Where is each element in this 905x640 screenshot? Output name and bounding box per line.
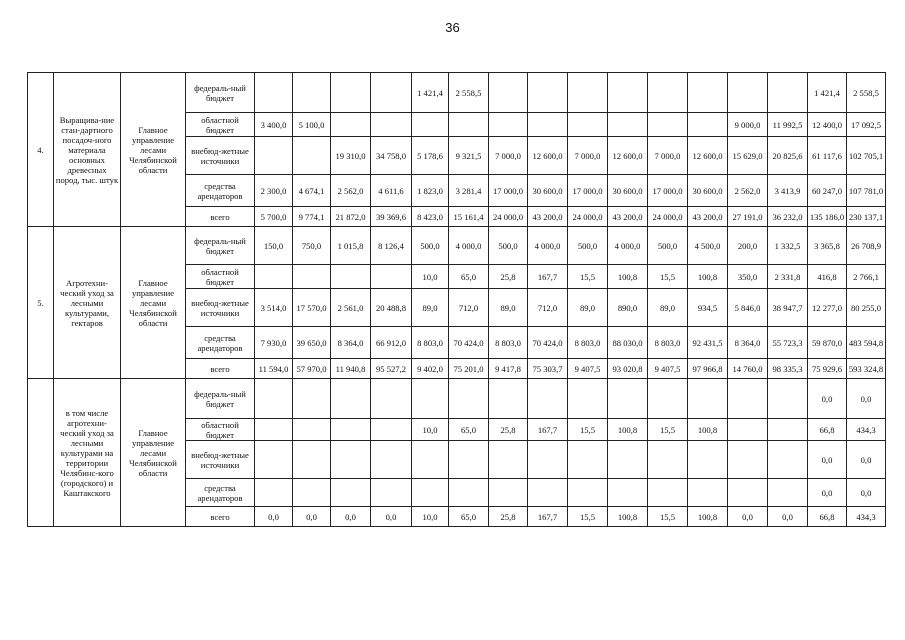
funding-source: областной бюджет <box>186 419 255 441</box>
value-cell: 0,0 <box>847 441 886 479</box>
value-cell: 10,0 <box>412 507 449 527</box>
value-cell: 102 705,1 <box>847 137 886 175</box>
table-body <box>28 73 886 527</box>
value-cell: 9 402,0 <box>412 359 449 379</box>
value-cell: 0,0 <box>255 507 293 527</box>
value-cell <box>768 379 808 419</box>
value-cell <box>331 73 371 113</box>
value-cell: 43 200,0 <box>528 207 568 227</box>
value-cell: 3 400,0 <box>255 113 293 137</box>
funding-source: федераль-ный бюджет <box>186 379 255 419</box>
value-cell <box>728 73 768 113</box>
activity-name: Выращива-ние стан-дартного посадоч-ного материала основных древесных пород, тыс. штук <box>54 73 121 227</box>
value-cell <box>648 379 688 419</box>
value-cell: 17 092,5 <box>847 113 886 137</box>
value-cell <box>568 441 608 479</box>
value-cell: 21 872,0 <box>331 207 371 227</box>
value-cell: 15,5 <box>648 507 688 527</box>
value-cell: 66,8 <box>808 507 847 527</box>
value-cell: 24 000,0 <box>568 207 608 227</box>
value-cell: 66,8 <box>808 419 847 441</box>
value-cell: 36 232,0 <box>768 207 808 227</box>
row-number <box>28 379 54 527</box>
value-cell: 15,5 <box>648 419 688 441</box>
value-cell: 0,0 <box>371 507 412 527</box>
value-cell: 500,0 <box>648 227 688 265</box>
page-number: 36 <box>445 20 460 35</box>
value-cell: 60 247,0 <box>808 175 847 207</box>
value-cell <box>371 73 412 113</box>
value-cell <box>528 379 568 419</box>
value-cell <box>489 73 528 113</box>
value-cell <box>768 479 808 507</box>
value-cell <box>371 379 412 419</box>
value-cell: 100,8 <box>688 507 728 527</box>
value-cell: 75 303,7 <box>528 359 568 379</box>
value-cell: 12 600,0 <box>688 137 728 175</box>
funding-source: областной бюджет <box>186 113 255 137</box>
value-cell: 0,0 <box>293 507 331 527</box>
value-cell: 934,5 <box>688 289 728 327</box>
value-cell: 8 803,0 <box>489 327 528 359</box>
value-cell: 1 421,4 <box>808 73 847 113</box>
value-cell <box>768 73 808 113</box>
value-cell: 0,0 <box>331 507 371 527</box>
value-cell <box>331 441 371 479</box>
row-number: 5. <box>28 227 54 379</box>
value-cell <box>568 113 608 137</box>
value-cell: 1 421,4 <box>412 73 449 113</box>
value-cell: 1 823,0 <box>412 175 449 207</box>
value-cell <box>331 419 371 441</box>
value-cell <box>293 73 331 113</box>
value-cell: 19 310,0 <box>331 137 371 175</box>
value-cell: 65,0 <box>449 507 489 527</box>
funding-source: внебюд-жетные источники <box>186 289 255 327</box>
value-cell: 15,5 <box>648 265 688 289</box>
value-cell: 8 126,4 <box>371 227 412 265</box>
value-cell: 2 766,1 <box>847 265 886 289</box>
value-cell: 107 781,0 <box>847 175 886 207</box>
value-cell: 2 562,0 <box>728 175 768 207</box>
value-cell: 150,0 <box>255 227 293 265</box>
value-cell: 3 365,8 <box>808 227 847 265</box>
funding-source: внебюд-жетные источники <box>186 137 255 175</box>
responsible-organization: Главное управление лесами Челябинской области <box>121 227 186 379</box>
value-cell: 30 600,0 <box>688 175 728 207</box>
value-cell: 93 020,8 <box>608 359 648 379</box>
value-cell: 200,0 <box>728 227 768 265</box>
value-cell: 4 000,0 <box>449 227 489 265</box>
value-cell: 3 281,4 <box>449 175 489 207</box>
value-cell: 593 324,8 <box>847 359 886 379</box>
value-cell <box>449 113 489 137</box>
value-cell: 59 870,0 <box>808 327 847 359</box>
value-cell <box>255 137 293 175</box>
value-cell: 12 600,0 <box>608 137 648 175</box>
value-cell: 17 000,0 <box>489 175 528 207</box>
value-cell: 65,0 <box>449 419 489 441</box>
value-cell <box>449 379 489 419</box>
value-cell: 0,0 <box>728 507 768 527</box>
value-cell <box>568 379 608 419</box>
table-row <box>28 73 886 113</box>
value-cell: 434,3 <box>847 507 886 527</box>
value-cell <box>331 379 371 419</box>
value-cell: 9 407,5 <box>568 359 608 379</box>
value-cell: 230 137,1 <box>847 207 886 227</box>
value-cell <box>331 113 371 137</box>
value-cell: 0,0 <box>808 379 847 419</box>
value-cell <box>449 479 489 507</box>
value-cell: 92 431,5 <box>688 327 728 359</box>
value-cell <box>528 479 568 507</box>
value-cell <box>449 441 489 479</box>
value-cell: 30 600,0 <box>528 175 568 207</box>
value-cell: 7 000,0 <box>648 137 688 175</box>
value-cell: 2 558,5 <box>449 73 489 113</box>
value-cell: 80 255,0 <box>847 289 886 327</box>
value-cell: 5 700,0 <box>255 207 293 227</box>
value-cell <box>293 379 331 419</box>
value-cell <box>371 113 412 137</box>
value-cell: 483 594,8 <box>847 327 886 359</box>
value-cell <box>688 479 728 507</box>
value-cell: 0,0 <box>847 379 886 419</box>
value-cell: 15,5 <box>568 507 608 527</box>
value-cell <box>608 113 648 137</box>
value-cell <box>293 137 331 175</box>
value-cell <box>371 441 412 479</box>
value-cell <box>412 379 449 419</box>
value-cell: 66 912,0 <box>371 327 412 359</box>
value-cell <box>293 419 331 441</box>
value-cell: 712,0 <box>449 289 489 327</box>
value-cell <box>688 73 728 113</box>
value-cell: 65,0 <box>449 265 489 289</box>
value-cell <box>648 441 688 479</box>
value-cell: 17 570,0 <box>293 289 331 327</box>
value-cell <box>412 113 449 137</box>
value-cell: 17 000,0 <box>648 175 688 207</box>
value-cell: 15,5 <box>568 419 608 441</box>
value-cell <box>489 113 528 137</box>
value-cell: 5 100,0 <box>293 113 331 137</box>
value-cell: 1 015,8 <box>331 227 371 265</box>
value-cell: 12 600,0 <box>528 137 568 175</box>
value-cell: 24 000,0 <box>648 207 688 227</box>
budget-table <box>27 72 886 527</box>
value-cell: 4 611,6 <box>371 175 412 207</box>
value-cell: 17 000,0 <box>568 175 608 207</box>
value-cell <box>608 441 648 479</box>
funding-source: областной бюджет <box>186 265 255 289</box>
value-cell: 25,8 <box>489 265 528 289</box>
value-cell: 8 803,0 <box>412 327 449 359</box>
value-cell <box>293 265 331 289</box>
value-cell <box>331 479 371 507</box>
value-cell: 26 708,9 <box>847 227 886 265</box>
value-cell: 11 940,8 <box>331 359 371 379</box>
value-cell: 2 558,5 <box>847 73 886 113</box>
value-cell: 75 201,0 <box>449 359 489 379</box>
value-cell: 12 277,0 <box>808 289 847 327</box>
value-cell: 9 000,0 <box>728 113 768 137</box>
value-cell: 9 417,8 <box>489 359 528 379</box>
value-cell <box>528 441 568 479</box>
value-cell: 14 760,0 <box>728 359 768 379</box>
value-cell <box>371 419 412 441</box>
value-cell: 15,5 <box>568 265 608 289</box>
value-cell: 100,8 <box>688 419 728 441</box>
value-cell: 8 423,0 <box>412 207 449 227</box>
value-cell: 0,0 <box>808 479 847 507</box>
value-cell <box>489 479 528 507</box>
value-cell: 500,0 <box>489 227 528 265</box>
value-cell <box>371 265 412 289</box>
value-cell: 89,0 <box>648 289 688 327</box>
value-cell: 4 000,0 <box>608 227 648 265</box>
value-cell <box>528 113 568 137</box>
value-cell <box>568 73 608 113</box>
value-cell: 100,8 <box>608 265 648 289</box>
value-cell: 8 364,0 <box>728 327 768 359</box>
value-cell: 7 000,0 <box>568 137 608 175</box>
value-cell: 97 966,8 <box>688 359 728 379</box>
value-cell: 10,0 <box>412 265 449 289</box>
value-cell: 11 594,0 <box>255 359 293 379</box>
value-cell <box>293 479 331 507</box>
value-cell <box>728 379 768 419</box>
responsible-organization: Главное управление лесами Челябинской области <box>121 379 186 527</box>
value-cell <box>728 441 768 479</box>
value-cell: 24 000,0 <box>489 207 528 227</box>
funding-source: всего <box>186 207 255 227</box>
value-cell: 500,0 <box>412 227 449 265</box>
value-cell: 9 321,5 <box>449 137 489 175</box>
value-cell: 43 200,0 <box>688 207 728 227</box>
value-cell <box>293 441 331 479</box>
value-cell: 3 514,0 <box>255 289 293 327</box>
funding-source: средства арендаторов <box>186 479 255 507</box>
value-cell <box>489 441 528 479</box>
value-cell <box>608 379 648 419</box>
value-cell: 9 407,5 <box>648 359 688 379</box>
value-cell <box>608 73 648 113</box>
value-cell: 5 846,0 <box>728 289 768 327</box>
value-cell: 7 000,0 <box>489 137 528 175</box>
value-cell <box>688 441 728 479</box>
value-cell <box>371 479 412 507</box>
value-cell <box>528 73 568 113</box>
value-cell <box>331 265 371 289</box>
value-cell <box>688 113 728 137</box>
value-cell <box>568 479 608 507</box>
value-cell: 8 803,0 <box>648 327 688 359</box>
value-cell <box>768 419 808 441</box>
value-cell: 25,8 <box>489 419 528 441</box>
value-cell: 712,0 <box>528 289 568 327</box>
value-cell: 8 364,0 <box>331 327 371 359</box>
value-cell: 350,0 <box>728 265 768 289</box>
value-cell: 89,0 <box>412 289 449 327</box>
value-cell: 43 200,0 <box>608 207 648 227</box>
value-cell: 38 947,7 <box>768 289 808 327</box>
value-cell: 89,0 <box>568 289 608 327</box>
value-cell <box>255 73 293 113</box>
value-cell: 5 178,6 <box>412 137 449 175</box>
value-cell: 100,8 <box>608 419 648 441</box>
value-cell <box>648 113 688 137</box>
value-cell <box>255 479 293 507</box>
value-cell: 95 527,2 <box>371 359 412 379</box>
value-cell: 4 500,0 <box>688 227 728 265</box>
value-cell: 167,7 <box>528 265 568 289</box>
value-cell: 750,0 <box>293 227 331 265</box>
value-cell: 70 424,0 <box>449 327 489 359</box>
value-cell <box>688 379 728 419</box>
table-row <box>28 227 886 265</box>
value-cell: 20 488,8 <box>371 289 412 327</box>
funding-source: федераль-ный бюджет <box>186 227 255 265</box>
value-cell: 100,8 <box>688 265 728 289</box>
value-cell: 4 000,0 <box>528 227 568 265</box>
value-cell: 100,8 <box>608 507 648 527</box>
value-cell: 12 400,0 <box>808 113 847 137</box>
value-cell: 2 331,8 <box>768 265 808 289</box>
value-cell: 2 562,0 <box>331 175 371 207</box>
value-cell: 0,0 <box>808 441 847 479</box>
value-cell: 135 186,0 <box>808 207 847 227</box>
value-cell: 9 774,1 <box>293 207 331 227</box>
value-cell <box>255 419 293 441</box>
value-cell: 70 424,0 <box>528 327 568 359</box>
value-cell: 30 600,0 <box>608 175 648 207</box>
funding-source: средства арендаторов <box>186 327 255 359</box>
value-cell: 0,0 <box>847 479 886 507</box>
responsible-organization: Главное управление лесами Челябинской области <box>121 73 186 227</box>
value-cell: 167,7 <box>528 419 568 441</box>
value-cell <box>489 379 528 419</box>
activity-name: в том числе агротехни-ческий уход за лесными культурами на территории Челябинс-кого (городского) и Каштакского <box>54 379 121 527</box>
value-cell <box>412 441 449 479</box>
value-cell: 27 191,0 <box>728 207 768 227</box>
value-cell: 10,0 <box>412 419 449 441</box>
value-cell: 61 117,6 <box>808 137 847 175</box>
activity-name: Агротехни-ческий уход за лесными культурами, гектаров <box>54 227 121 379</box>
value-cell <box>255 441 293 479</box>
value-cell: 15 629,0 <box>728 137 768 175</box>
value-cell: 98 335,3 <box>768 359 808 379</box>
funding-source: средства арендаторов <box>186 175 255 207</box>
value-cell <box>255 379 293 419</box>
value-cell: 890,0 <box>608 289 648 327</box>
value-cell <box>728 419 768 441</box>
value-cell: 167,7 <box>528 507 568 527</box>
value-cell <box>728 479 768 507</box>
funding-source: всего <box>186 359 255 379</box>
value-cell: 416,8 <box>808 265 847 289</box>
value-cell: 89,0 <box>489 289 528 327</box>
value-cell: 434,3 <box>847 419 886 441</box>
value-cell: 2 561,0 <box>331 289 371 327</box>
value-cell: 500,0 <box>568 227 608 265</box>
value-cell: 88 030,0 <box>608 327 648 359</box>
value-cell: 55 723,3 <box>768 327 808 359</box>
value-cell <box>608 479 648 507</box>
value-cell: 2 300,0 <box>255 175 293 207</box>
funding-source: внебюд-жетные источники <box>186 441 255 479</box>
funding-source: федераль-ный бюджет <box>186 73 255 113</box>
funding-source: всего <box>186 507 255 527</box>
value-cell: 25,8 <box>489 507 528 527</box>
value-cell: 34 758,0 <box>371 137 412 175</box>
table-row <box>28 379 886 419</box>
value-cell: 20 825,6 <box>768 137 808 175</box>
value-cell: 3 413,9 <box>768 175 808 207</box>
value-cell: 0,0 <box>768 507 808 527</box>
value-cell <box>648 479 688 507</box>
value-cell <box>412 479 449 507</box>
row-number: 4. <box>28 73 54 227</box>
value-cell: 8 803,0 <box>568 327 608 359</box>
value-cell: 1 332,5 <box>768 227 808 265</box>
value-cell: 75 929,6 <box>808 359 847 379</box>
value-cell: 57 970,0 <box>293 359 331 379</box>
value-cell <box>768 441 808 479</box>
value-cell: 7 930,0 <box>255 327 293 359</box>
value-cell: 39 369,6 <box>371 207 412 227</box>
value-cell: 4 674,1 <box>293 175 331 207</box>
value-cell: 39 650,0 <box>293 327 331 359</box>
value-cell <box>255 265 293 289</box>
value-cell <box>648 73 688 113</box>
value-cell: 15 161,4 <box>449 207 489 227</box>
value-cell: 11 992,5 <box>768 113 808 137</box>
